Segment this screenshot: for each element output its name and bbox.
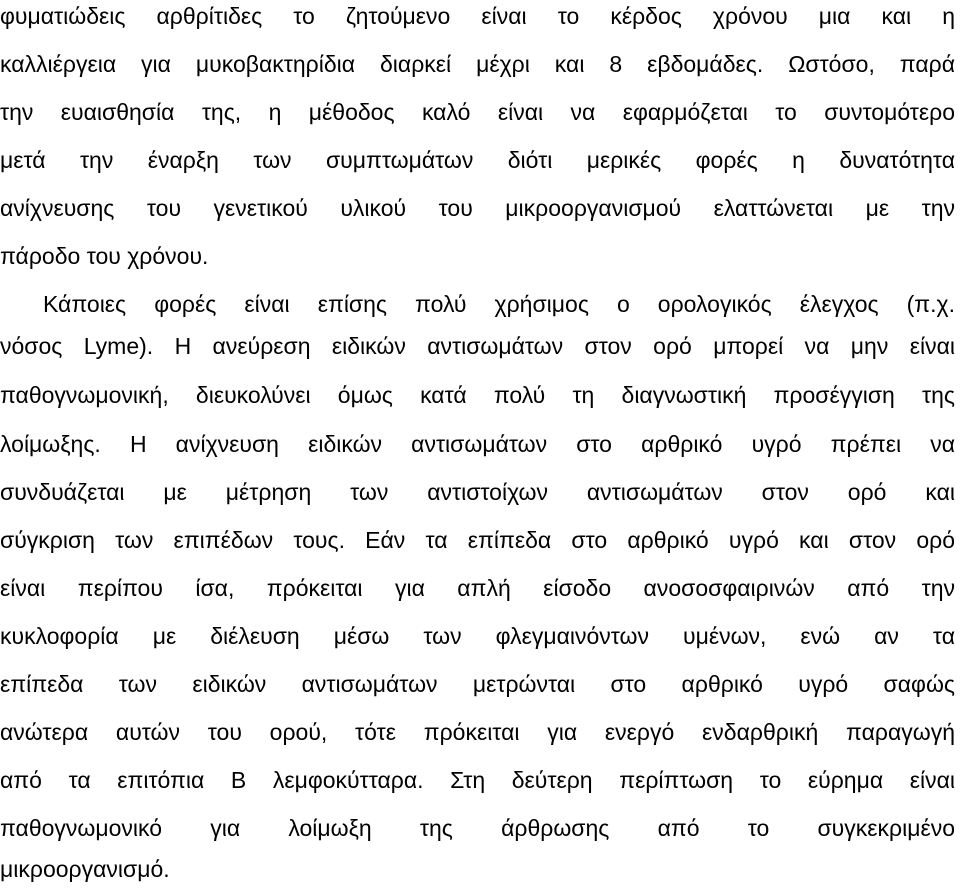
text-line: μικροοργανισμό.	[0, 856, 170, 882]
text-line: συνδυάζεται με μέτρηση των αντιστοίχων αντισωμάτων στον ορό και	[0, 479, 955, 505]
text-line: φυματιώδεις αρθρίτιδες το ζητούμενο είναι το κέρδος χρόνου μια και η	[0, 3, 955, 29]
text-line: μετά την έναρξη των συμπτωμάτων διότι μερικές φορές η δυνατότητα	[0, 147, 955, 173]
text-line: λοίμωξης. Η ανίχνευση ειδικών αντισωμάτων στο αρθρικό υγρό πρέπει να	[0, 431, 955, 457]
text-line: σύγκριση των επιπέδων τους. Εάν τα επίπεδα στο αρθρικό υγρό και στον ορό	[0, 527, 955, 553]
text-line: από τα επιτόπια Β λεμφοκύτταρα. Στη δεύτερη περίπτωση το εύρημα είναι	[0, 767, 955, 793]
text-line: παθογνωμονικό για λοίμωξη της άρθρωσης από το συγκεκριμένο	[0, 815, 955, 841]
text-line: την ευαισθησία της, η μέθοδος καλό είναι να εφαρμόζεται το συντομότερο	[0, 99, 955, 125]
text-line: ανίχνευσης του γενετικού υλικού του μικροοργανισμού ελαττώνεται με την	[0, 195, 955, 221]
text-line: πάροδο του χρόνου.	[0, 243, 209, 269]
text-line: κυκλοφορία με διέλευση μέσω των φλεγμαινόντων υμένων, ενώ αν τα	[0, 623, 955, 649]
text-line: νόσος Lyme). Η ανεύρεση ειδικών αντισωμάτων στον ορό μπορεί να μην είναι	[0, 333, 955, 359]
text-line: παθογνωμονική, διευκολύνει όμως κατά πολύ τη διαγνωστική προσέγγιση της	[0, 382, 955, 408]
text-line: επίπεδα των ειδικών αντισωμάτων μετρώνται στο αρθρικό υγρό σαφώς	[0, 671, 955, 697]
text-line: Κάποιες φορές είναι επίσης πολύ χρήσιμος ο ορολογικός έλεγχος (π.χ.	[43, 291, 955, 317]
text-line: ανώτερα αυτών του ορού, τότε πρόκειται για ενεργό ενδαρθρική παραγωγή	[0, 719, 955, 745]
text-line: είναι περίπου ίσα, πρόκειται για απλή είσοδο ανοσοσφαιρινών από την	[0, 575, 955, 601]
text-line: καλλιέργεια για μυκοβακτηρίδια διαρκεί μέχρι και 8 εβδομάδες. Ωστόσο, παρά	[0, 51, 955, 77]
